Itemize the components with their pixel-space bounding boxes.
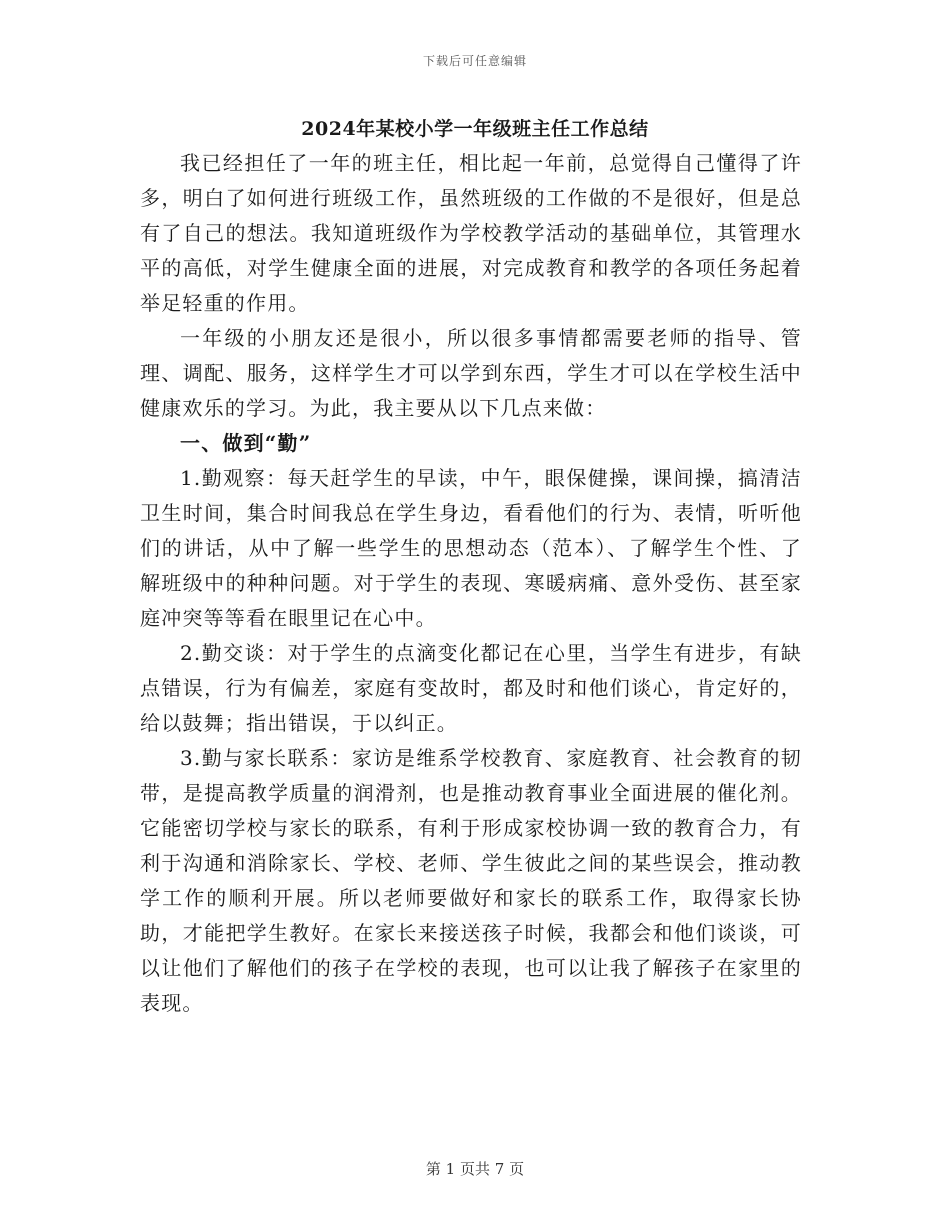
- document-title: 2024年某校小学一年级班主任工作总结: [301, 118, 649, 140]
- page-footer: 第 1 页共 7 页: [425, 1160, 525, 1178]
- paragraph-approach: 一年级的小朋友还是很小，所以很多事情都需要老师的指导、管理、调配、服务，这样学生才可以学到东西，学生才可以在学校生活中健康欢乐的学习。为此，我主要从以下几点来做：: [140, 326, 802, 420]
- paragraph-observe: 1.勤观察：每天赶学生的早读，中午，眼保健操，课间操，搞清洁卫生时间，集合时间我总在学生身边，看看他们的行为、表情，听听他们的讲话，从中了解一些学生的思想动态（范本）、了解学生个性、了解班级中的种种问题。对于学生的表现、寒暖病痛、意外受伤、甚至家庭冲突等等看在眼里记在心中。: [140, 466, 802, 630]
- section-heading: 一、做到“勤”: [180, 431, 312, 455]
- page-header: 下载后可任意编辑: [422, 54, 527, 68]
- paragraph-talk: 2.勤交谈：对于学生的点滴变化都记在心里，当学生有进步，有缺点错误，行为有偏差，家庭有变故时，都及时和他们谈心，肯定好的，给以鼓舞；指出错误，于以纠正。: [140, 641, 802, 735]
- paragraph-parents: 3.勤与家长联系：家访是维系学校教育、家庭教育、社会教育的韧带，是提高教学质量的润滑剂，也是推动教育事业全面进展的催化剂。它能密切学校与家长的联系，有利于形成家校协调一致的教育合力，有利于沟通和消除家长、学校、老师、学生彼此之间的某些误会，推动教学工作的顺利开展。所以老师要做好和家长的联系工作，取得家长协助，才能把学生教好。在家长来接送孩子时候，我都会和他们谈谈，可以让他们了解他们的孩子在学校的表现，也可以让我了解孩子在家里的表现。: [140, 746, 802, 1015]
- document-body: [140, 146, 802, 1021]
- paragraph-intro: 我已经担任了一年的班主任，相比起一年前，总觉得自己懂得了许多，明白了如何进行班级工作，虽然班级的工作做的不是很好，但是总有了自己的想法。我知道班级作为学校教学活动的基础单位，其管理水平的高低，对学生健康全面的进展，对完成教育和教学的各项任务起着举足轻重的作用。: [140, 151, 802, 315]
